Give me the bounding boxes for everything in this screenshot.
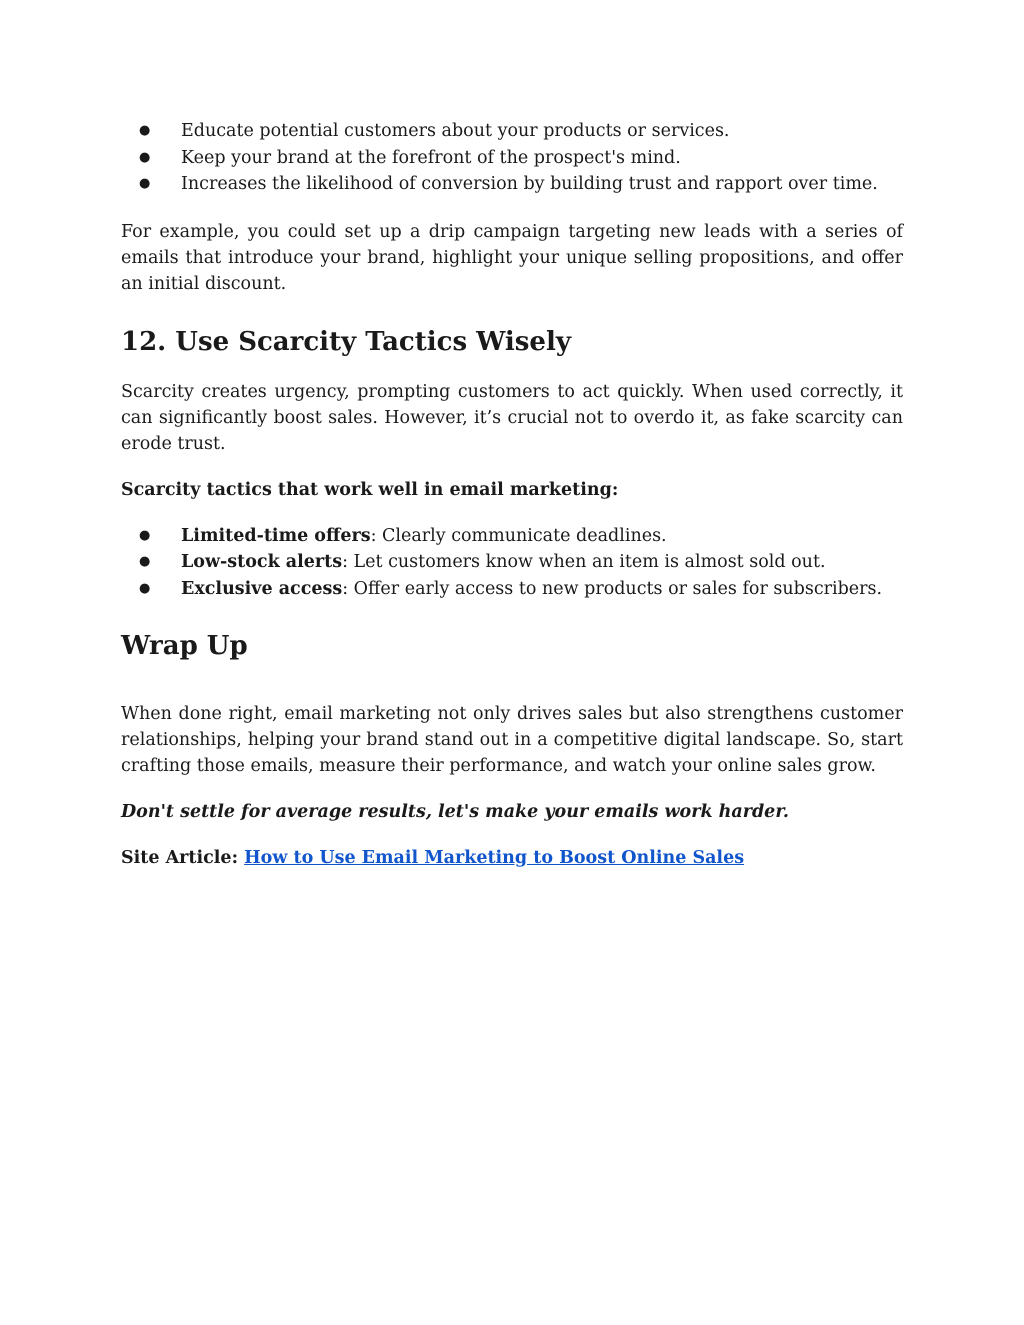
site-article-label: Site Article:	[121, 848, 239, 868]
bullet-icon: ●	[139, 123, 151, 138]
bullet-icon: ●	[139, 580, 151, 596]
section-12-heading: 12. Use Scarcity Tactics Wisely	[121, 326, 571, 357]
bullet-icon: ●	[139, 149, 151, 165]
bullet-text: : Let customers know when an item is almost sold out.	[342, 552, 826, 572]
bullet-term: Limited-time offers	[181, 525, 371, 546]
scarcity-paragraph: Scarcity creates urgency, prompting customers to act quickly. When used correctly, it can significantly boost sales. However, it’s crucial not to overdo it, as fake scarcity can erode trust.	[121, 381, 903, 454]
intro-bullet-list	[121, 118, 903, 198]
list-item	[121, 523, 903, 550]
scarcity-subheading: Scarcity tactics that work well in email marketing:	[121, 479, 619, 500]
list-item	[121, 171, 903, 198]
bullet-text: Educate potential customers about your products or services.	[181, 121, 730, 141]
list-item	[121, 549, 903, 576]
call-to-action: Don't settle for average results, let's make your emails work harder.	[121, 802, 790, 822]
list-item	[121, 118, 903, 145]
wrap-up-paragraph: When done right, email marketing not only drives sales but also strengthens customer relationships, helping your brand stand out in a competitive digital landscape. So, start crafting those emails, measure their performance, and watch your online sales grow.	[121, 704, 903, 776]
example-paragraph: For example, you could set up a drip campaign targeting new leads with a series of emails that introduce your brand, highlight your unique selling propositions, and offer an initial discount.	[121, 221, 903, 294]
bullet-text: : Clearly communicate deadlines.	[370, 525, 667, 546]
list-item	[121, 145, 903, 172]
bullet-text: Increases the likelihood of conversion by building trust and rapport over time.	[181, 174, 878, 194]
bullet-text: : Offer early access to new products or sales for subscribers.	[342, 578, 883, 599]
bullet-icon: ●	[139, 176, 151, 191]
scarcity-bullet-list	[121, 523, 903, 603]
document-page	[121, 118, 903, 871]
bullet-icon: ●	[139, 554, 151, 569]
site-article-line	[121, 845, 903, 871]
bullet-term: Low-stock alerts	[181, 552, 343, 572]
bullet-term: Exclusive access	[181, 578, 343, 599]
site-article-link[interactable]: How to Use Email Marketing to Boost Online Sales	[244, 848, 745, 868]
bullet-text: Keep your brand at the forefront of the prospect's mind.	[181, 147, 681, 168]
bullet-icon: ●	[139, 527, 151, 543]
wrap-up-heading: Wrap Up	[121, 631, 248, 661]
list-item	[121, 576, 903, 603]
